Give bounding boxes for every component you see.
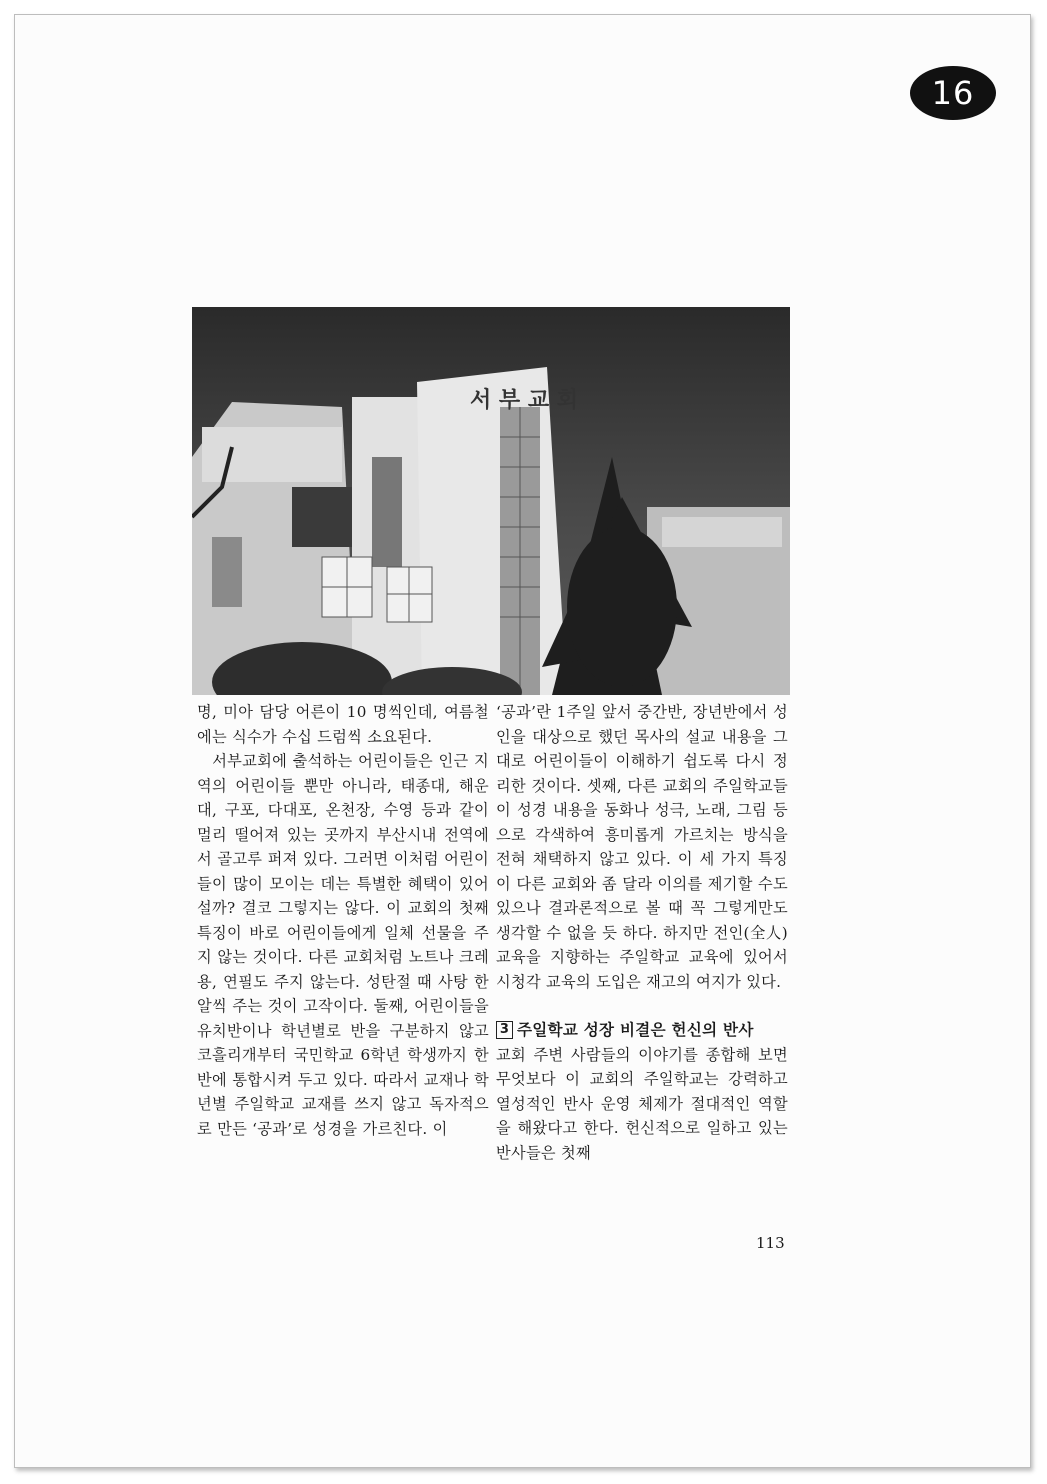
left-text-column [197,700,489,1141]
left-paragraph-1: 명, 미아 담당 어른이 10 명씩인데, 여름철에는 식수가 수십 드럼씩 소요된다. [197,703,489,746]
left-paragraph-2: 서부교회에 출석하는 어린이들은 인근 지역의 어린이들 뿐만 아니라, 태종대, 해운대, 구포, 다대포, 온천장, 수영 등과 같이 멀리 떨어져 있는 곳까지 부산시내 전역에서 골고루 퍼져 있다. 그러면 이처럼 어린이들이 많이 모이는 데는 특별한 혜택이 있어설까? 결코 그렇지는 않다. 이 교회의 첫째 특징이 바로 어린이들에게 일체 선물을 주지 않는 것이다. 다른 교회처럼 노트나 크레용, 연필도 주지 않는다. 성탄절 때 사탕 한 알씩 주는 것이 고작이다. 둘째, 어린이들을 유치반이나 학년별로 반을 구분하지 않고 코흘리개부터 국민학교 6학년 학생까지 한반에 통합시켜 두고 있다. 따라서 교재나 학년별 주일학교 교재를 쓰지 않고 독자적으로 만든 ‘공과’로 성경을 가르친다. 이 [197,752,489,1138]
right-text-column [496,700,788,1165]
page-number: 113 [756,1234,785,1252]
right-paragraph-1: ‘공과’란 1주일 앞서 중간반, 장년반에서 성인을 대상으로 했던 목사의 설교 내용을 그대로 어린이들이 이해하기 쉽도록 다시 정리한 것이다. 셋째, 다른 교회의 주일학교들이 성경 내용을 동화나 성극, 노래, 그림 등으로 각색하여 흥미롭게 가르치는 방식을 전혀 채택하지 않고 있다. 이 세 가지 특징이 다른 교회와 좀 달라 이의를 제기할 수도 있으나 결과론적으로 볼 때 꼭 그렇게만도 생각할 수 없을 듯 하다. 하지만 전인(全人) 교육을 지향하는 주일학교 교육에 있어서 시청각 교육의 도입은 재고의 여지가 있다. [496,703,788,991]
chapter-number-badge [910,66,996,120]
church-building-photo [192,307,790,695]
section-number: 3 [496,1021,513,1039]
section-title: 주일학교 성장 비결은 헌신의 반사 [517,1021,754,1039]
church-sign-text: 서 부 교 회 [470,388,578,413]
chapter-number: 16 [931,74,975,112]
right-paragraph-2: 교회 주변 사람들의 이야기를 종합해 보면 무엇보다 이 교회의 주일학교는 강력하고 열성적인 반사 운영 체제가 절대적인 역할을 해왔다고 한다. 헌신적으로 일하고 있는 반사들은 첫째 [496,1045,788,1162]
section-heading [496,1018,788,1043]
